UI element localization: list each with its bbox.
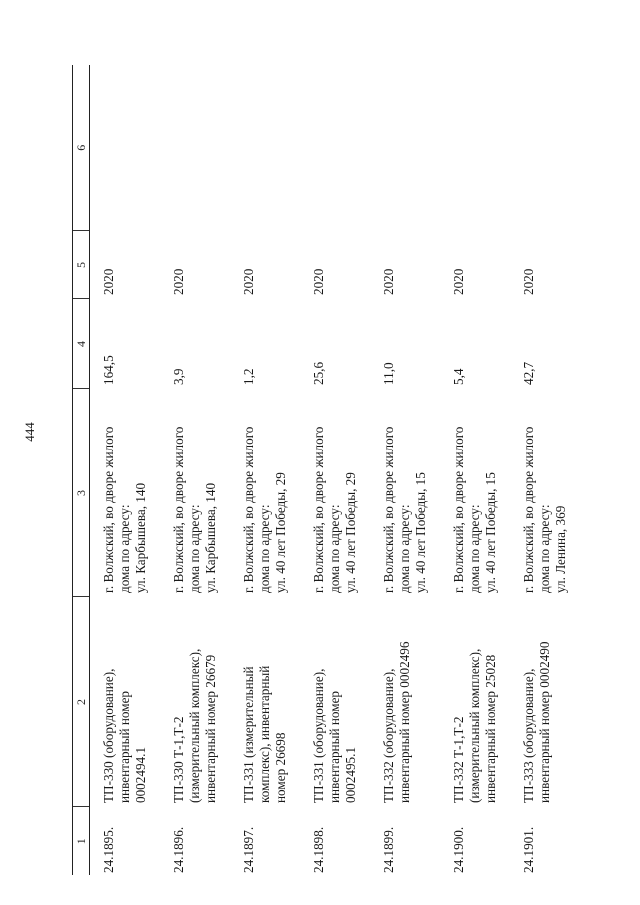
object-address-line: ул. 40 лет Победы, 29 xyxy=(343,472,359,593)
object-name xyxy=(370,597,440,807)
property-table-container xyxy=(72,65,617,875)
object-name-line: инвентарный номер 0002496 xyxy=(397,641,413,803)
property-table xyxy=(72,65,580,875)
object-name-line: ТП-330 (оборудование), xyxy=(101,668,116,803)
object-name-line: (измерительный комплекс), xyxy=(187,648,203,803)
object-address xyxy=(230,389,300,597)
object-address xyxy=(300,389,370,597)
object-name-line: инвентарный номер xyxy=(117,690,133,803)
object-address xyxy=(440,389,510,597)
object-address-line: г. Волжский, во дворе жилого xyxy=(311,426,326,593)
object-name-line: комплекс), инвентарный xyxy=(257,665,273,803)
object-address-line: дома по адресу: xyxy=(257,504,273,593)
object-year: 2020 xyxy=(101,268,116,295)
object-address-line: дома по адресу: xyxy=(467,504,483,593)
row-number: 24.1900. xyxy=(451,826,466,873)
table-row xyxy=(160,65,230,875)
object-name-line: инвентарный номер 25028 xyxy=(483,654,499,803)
table-row xyxy=(440,65,510,875)
object-address-line: дома по адресу: xyxy=(327,504,343,593)
object-note xyxy=(230,65,300,231)
object-address-line: ул. 40 лет Победы, 29 xyxy=(273,472,289,593)
object-address-line: ул. Карбышева, 140 xyxy=(203,482,219,593)
object-value: 42,7 xyxy=(521,361,536,385)
object-name-line: ТП-332 (оборудование), xyxy=(381,668,396,803)
column-header: 4 xyxy=(73,299,90,389)
object-year: 2020 xyxy=(311,268,326,295)
column-header: 1 xyxy=(73,807,90,875)
object-address-line: ул. 40 лет Победы, 15 xyxy=(413,472,429,593)
row-number: 24.1895. xyxy=(101,826,116,873)
object-name-line: ТП-331 (оборудование), xyxy=(311,668,326,803)
object-note xyxy=(160,65,230,231)
object-address-line: г. Волжский, во дворе жилого xyxy=(451,426,466,593)
object-name xyxy=(160,597,230,807)
table-row xyxy=(510,65,580,875)
object-name xyxy=(440,597,510,807)
object-address-line: г. Волжский, во дворе жилого xyxy=(381,426,396,593)
object-note xyxy=(90,65,161,231)
object-note xyxy=(370,65,440,231)
object-name-line: ТП-331 (измерительный xyxy=(241,666,256,803)
object-name-line: 0002495.1 xyxy=(343,746,359,803)
object-address-line: ул. Ленина, 369 xyxy=(553,505,569,593)
object-address xyxy=(510,389,580,597)
object-address-line: дома по адресу: xyxy=(187,504,203,593)
object-note xyxy=(440,65,510,231)
object-name xyxy=(230,597,300,807)
object-year: 2020 xyxy=(521,268,536,295)
object-value: 164,5 xyxy=(101,355,116,385)
object-name-line: ТП-332 Т-1,Т-2 xyxy=(451,716,466,803)
column-header: 2 xyxy=(73,597,90,807)
object-name xyxy=(90,597,161,807)
object-value: 3,9 xyxy=(171,368,186,385)
object-address-line: ул. 40 лет Победы, 15 xyxy=(483,472,499,593)
table-row xyxy=(230,65,300,875)
object-note xyxy=(510,65,580,231)
object-year: 2020 xyxy=(451,268,466,295)
row-number: 24.1898. xyxy=(311,826,326,873)
object-address xyxy=(160,389,230,597)
object-address-line: ул. Карбышева, 140 xyxy=(133,482,149,593)
table-row xyxy=(370,65,440,875)
object-name xyxy=(300,597,370,807)
object-address-line: г. Волжский, во дворе жилого xyxy=(521,426,536,593)
object-address-line: г. Волжский, во дворе жилого xyxy=(241,426,256,593)
object-name-line: ТП-330 Т-1,Т-2 xyxy=(171,716,186,803)
table-row xyxy=(90,65,161,875)
column-number-row xyxy=(73,65,90,875)
page-number: 444 xyxy=(22,422,37,442)
object-address-line: дома по адресу: xyxy=(117,504,133,593)
object-address-line: г. Волжский, во дворе жилого xyxy=(101,426,116,593)
object-value: 1,2 xyxy=(241,368,256,385)
object-name-line: инвентарный номер 26679 xyxy=(203,654,219,803)
row-number: 24.1901. xyxy=(521,826,536,873)
object-name-line: 0002494.1 xyxy=(133,746,149,803)
column-header: 5 xyxy=(73,231,90,299)
row-number: 24.1896. xyxy=(171,826,186,873)
object-value: 5,4 xyxy=(451,368,466,385)
object-year: 2020 xyxy=(381,268,396,295)
object-address-line: г. Волжский, во дворе жилого xyxy=(171,426,186,593)
object-name xyxy=(510,597,580,807)
object-value: 25,6 xyxy=(311,361,326,385)
object-note xyxy=(300,65,370,231)
object-address-line: дома по адресу: xyxy=(397,504,413,593)
object-name-line: номер 26698 xyxy=(273,732,289,803)
column-header: 6 xyxy=(73,65,90,231)
table-row xyxy=(300,65,370,875)
object-year: 2020 xyxy=(241,268,256,295)
object-value: 11,0 xyxy=(381,362,396,385)
column-header: 3 xyxy=(73,389,90,597)
object-address xyxy=(370,389,440,597)
object-name-line: ТП-333 (оборудование), xyxy=(521,668,536,803)
object-name-line: инвентарный номер xyxy=(327,690,343,803)
row-number: 24.1897. xyxy=(241,826,256,873)
object-year: 2020 xyxy=(171,268,186,295)
row-number: 24.1899. xyxy=(381,826,396,873)
object-name-line: инвентарный номер 0002490 xyxy=(537,641,553,803)
object-address xyxy=(90,389,161,597)
object-address-line: дома по адресу: xyxy=(537,504,553,593)
object-name-line: (измерительный комплекс), xyxy=(467,648,483,803)
